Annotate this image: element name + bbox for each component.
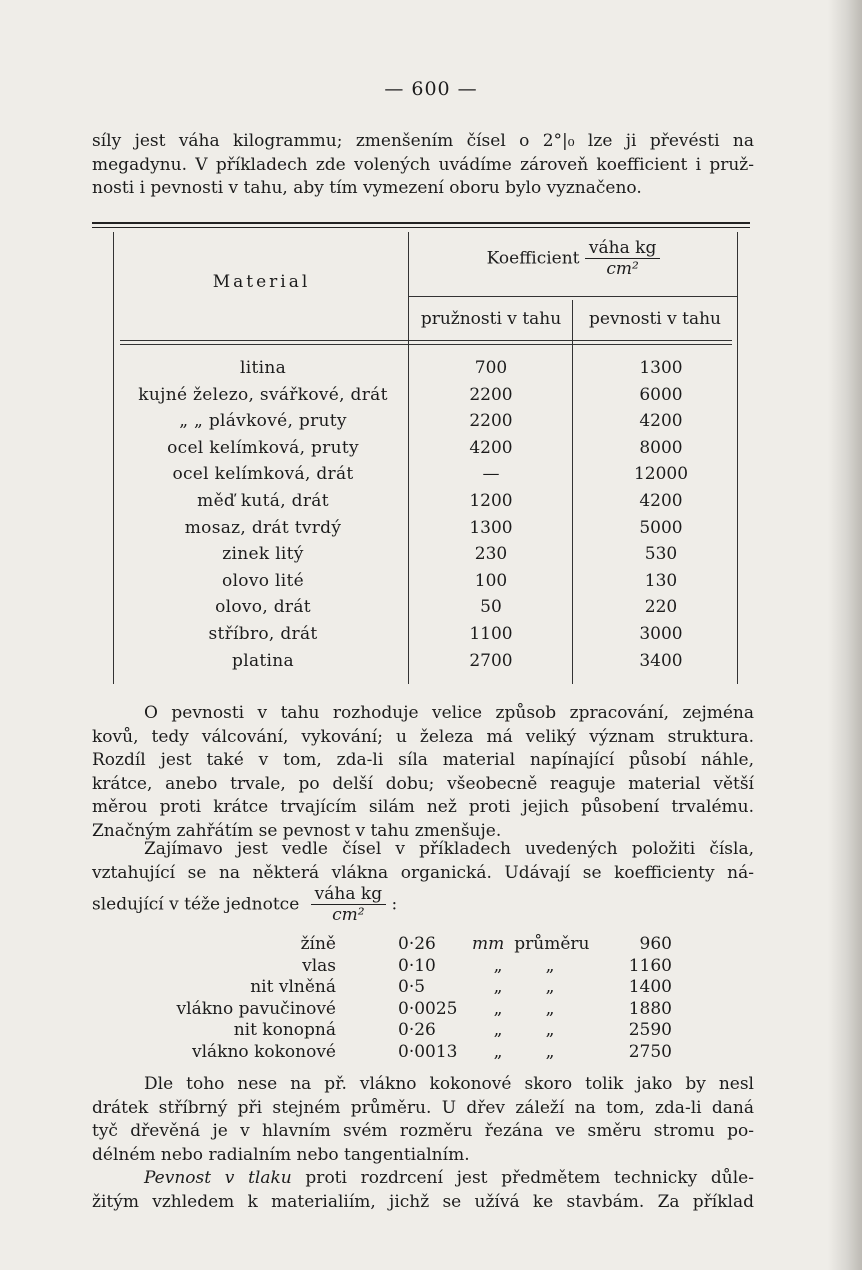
fiber-diameter: 0·10	[398, 955, 436, 976]
fiber-name: vlas	[302, 955, 336, 976]
text-line: Zajímavo jest vedle čísel v příkladech uvedených položiti čísla,	[144, 839, 754, 859]
unit-denominator: cm²	[606, 259, 639, 279]
table-header-rule	[120, 344, 732, 345]
text-line: krátce, anebo trvale, po delší dobu; všeobecně reaguje material větší	[92, 773, 754, 794]
ditto-mark: „	[545, 977, 555, 998]
pevnost-cell: 1300	[639, 358, 683, 378]
fiber-diameter: 0·26	[398, 934, 436, 954]
unit-word: průměru	[514, 934, 590, 954]
paragraph-vlakna	[92, 838, 754, 885]
colon: :	[391, 894, 398, 915]
fiber-diameter: 0·5	[398, 977, 426, 998]
table-header-split	[409, 296, 737, 297]
text-line: megadynu. V příkladech zde volených uvádíme zároveň koefficient i pruž-	[92, 154, 754, 175]
fiber-value: 1400	[628, 977, 672, 998]
table-header-rule	[120, 340, 732, 341]
fiber-row	[150, 999, 710, 1021]
ditto-mark: „	[493, 1042, 503, 1062]
pevnost-cell: 4200	[639, 411, 683, 432]
table-row	[115, 464, 735, 491]
table-row	[115, 385, 735, 412]
material-cell: ocel kelímková, drát	[172, 464, 354, 485]
text-line-rest: proti rozdrcení jest předmětem technicky důle-	[291, 1168, 754, 1188]
page-number: — 600 —	[384, 78, 478, 100]
ditto-mark: „	[545, 955, 555, 976]
text-line: drátek stříbrný při stejném průměru. U dřev záleží na tom, zda-li daná	[92, 1097, 754, 1118]
table-top-rule	[92, 222, 750, 224]
koefficient-label: Koefficient	[486, 248, 580, 269]
text-line: vztahující se na některá vlákna organická. Udávají se koefficienty ná-	[92, 862, 754, 883]
unit-numerator: váha kg	[311, 884, 386, 905]
ditto-mark: „	[493, 998, 503, 1019]
pevnost-cell: 8000	[639, 437, 683, 458]
text-line	[92, 1167, 754, 1191]
fiber-value: 960	[639, 934, 672, 954]
pevnost-cell: 3400	[639, 650, 683, 671]
material-cell: měď kutá, drát	[197, 491, 329, 511]
pevnost-cell: 3000	[639, 624, 683, 644]
text-line: O pevnosti v tahu rozhoduje velice způsob zpracování, zejména	[144, 703, 754, 723]
table-row	[115, 544, 735, 571]
material-header: Material	[212, 272, 311, 292]
pruznosti-header: pružnosti v tahu	[420, 309, 562, 329]
text-line: Značným zahřátím se pevnost v tahu zmenšuje.	[92, 820, 502, 841]
table-row	[115, 624, 735, 651]
material-cell: olovo, drát	[215, 597, 311, 618]
text-line: Rozdíl jest také v tom, zda-li síla material napínající působí náhle,	[92, 750, 754, 770]
fiber-diameter: 0·26	[398, 1020, 436, 1041]
unit-denominator: cm²	[332, 905, 365, 925]
pruznost-cell: 50	[480, 597, 502, 618]
italic-lead: Pevnost v tlaku	[144, 1168, 292, 1188]
table-left-border	[113, 232, 114, 684]
pruznost-cell: 700	[474, 358, 508, 378]
pevnosti-header: pevnosti v tahu	[589, 309, 721, 329]
koefficient-header	[410, 238, 737, 279]
fiber-value: 2590	[628, 1020, 672, 1041]
pruznost-cell: 1100	[469, 624, 513, 644]
pruznost-cell: 2700	[469, 650, 513, 671]
unit-mm: mm	[472, 934, 505, 954]
pevnost-cell: 4200	[639, 491, 683, 511]
paragraph-pevnost	[92, 702, 754, 843]
fiber-row	[150, 1042, 710, 1064]
material-cell: stříbro, drát	[208, 624, 318, 644]
fiber-row	[150, 956, 710, 978]
text-line: kovů, tedy válcování, vykování; u železa má veliký význam struktura.	[92, 726, 754, 747]
fiber-name: nit konopná	[233, 1020, 336, 1041]
text-line: měrou proti krátce trvajícím silám než proti jejich působení trvalému.	[92, 797, 754, 817]
text-line: sledující v téže jednotce	[92, 894, 300, 915]
pevnost-cell: 5000	[639, 517, 683, 538]
pruznost-cell: 100	[474, 570, 508, 591]
pevnost-cell: 6000	[639, 384, 683, 405]
material-cell: mosaz, drát tvrdý	[184, 517, 342, 538]
fiber-name: žíně	[300, 934, 336, 954]
table-row	[115, 597, 735, 624]
pruznost-cell: 2200	[469, 411, 513, 432]
table-row	[115, 491, 735, 518]
pevnost-cell: 530	[644, 544, 678, 565]
text-line: nosti i pevnosti v tahu, aby tím vymezení oboru bylo vyznačeno.	[92, 178, 642, 198]
material-cell: platina	[232, 650, 294, 671]
pevnost-cell: 130	[644, 570, 678, 591]
paragraph-drevo	[92, 1073, 754, 1167]
table-row	[115, 358, 735, 385]
pevnost-cell: 12000	[633, 464, 689, 485]
fiber-name: vlákno pavučinové	[176, 998, 336, 1019]
text-line: Dle toho nese na př. vlákno kokonové skoro tolik jako by nesl	[144, 1074, 754, 1094]
material-cell: litina	[239, 358, 287, 378]
pruznost-cell: 1200	[469, 491, 513, 511]
table-row	[115, 571, 735, 598]
table-row	[115, 651, 735, 678]
text-line: síly jest váha kilogrammu; zmenšením čísel o 2°|₀ lze ji převésti na	[92, 131, 754, 151]
material-cell: olovo lité	[222, 570, 304, 591]
pevnost-cell: 220	[644, 597, 678, 618]
page-edge-shadow	[828, 0, 862, 1270]
table-row	[115, 438, 735, 465]
fiber-name: vlákno kokonové	[192, 1042, 336, 1062]
material-cell: kujné železo, svářkové, drát	[138, 384, 388, 405]
text-line: délném nebo radialním nebo tangentialním.	[92, 1144, 470, 1165]
fiber-diameter: 0·0025	[398, 998, 458, 1019]
fiber-name: nit vlněná	[250, 977, 336, 998]
ditto-mark: „	[545, 1042, 555, 1062]
fiber-row	[150, 1020, 710, 1042]
unit-numerator: váha kg	[585, 238, 660, 259]
pruznost-cell: 230	[474, 544, 508, 565]
paragraph-tlak	[92, 1167, 754, 1214]
fiber-row	[150, 977, 710, 999]
text-line: žitým vzhledem k materialiím, jichž se užívá ke stavbám. Za příklad	[92, 1191, 754, 1212]
table-row	[115, 411, 735, 438]
pruznost-cell: 4200	[469, 437, 513, 458]
unit-line	[92, 884, 397, 925]
pruznost-cell: —	[482, 464, 500, 485]
fiber-value: 1160	[628, 955, 672, 976]
unit-fraction	[585, 238, 660, 279]
fiber-value: 2750	[628, 1042, 672, 1062]
material-cell: ocel kelímková, pruty	[167, 437, 359, 458]
table-row	[115, 518, 735, 545]
material-cell: „ „ plávkové, pruty	[179, 411, 347, 432]
pruznost-cell: 2200	[469, 384, 513, 405]
fiber-value: 1880	[628, 998, 672, 1019]
text-line: tyč dřevěná je v hlavním svém rozměru řezána ve směru stromu po-	[92, 1121, 754, 1141]
ditto-mark: „	[493, 955, 503, 976]
table-top-rule-thin	[92, 227, 750, 228]
ditto-mark: „	[493, 977, 503, 998]
ditto-mark: „	[545, 998, 555, 1019]
pruznost-cell: 1300	[469, 517, 513, 538]
fiber-row	[150, 934, 710, 956]
fiber-diameter: 0·0013	[398, 1042, 458, 1062]
ditto-mark: „	[545, 1020, 555, 1041]
intro-paragraph	[92, 130, 754, 201]
unit-fraction	[311, 884, 386, 925]
material-cell: zinek litý	[222, 544, 304, 565]
ditto-mark: „	[493, 1020, 503, 1041]
